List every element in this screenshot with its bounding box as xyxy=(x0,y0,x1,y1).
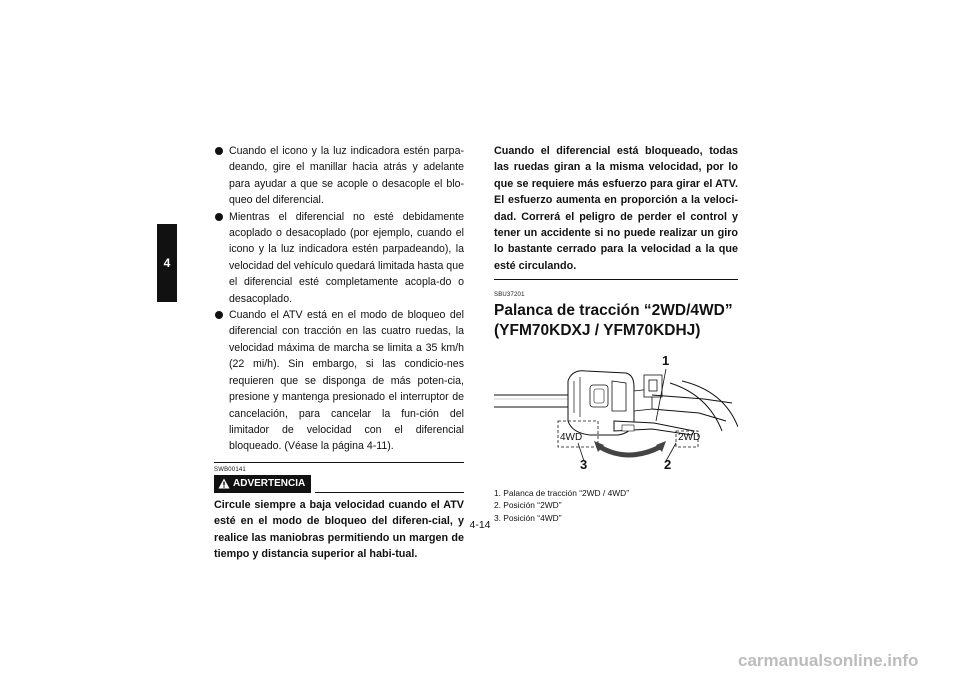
divider xyxy=(214,462,464,463)
callout-2: 2 xyxy=(664,457,672,473)
warning-rule xyxy=(315,492,464,493)
warning-header xyxy=(214,475,464,493)
label-2wd: 2WD xyxy=(678,432,701,444)
callout-1: 1 xyxy=(662,353,670,369)
warning-continued-text: Cuando el diferencial está bloqueado, todas las ruedas giran a la misma velocidad, por lo que se requiere más esfuerzo para girar el ATV. El esfuerzo aumenta en proporción a la veloci-dad. Correrá el peligro de perder el control y tener un accidente si no puede realizar un giro lo bastante cerrado para la velocidad a la que esté circulando. xyxy=(494,145,738,272)
warning-triangle-icon xyxy=(218,478,230,489)
caption-item: 3. Posición “4WD” xyxy=(494,512,562,523)
page-number: 4-14 xyxy=(469,519,491,531)
watermark: carmanualsonline.info xyxy=(738,651,919,670)
caption-item: 2. Posición “2WD” xyxy=(494,500,562,511)
warning-code: SWB00141 xyxy=(214,466,246,473)
warning-label: ADVERTENCIA xyxy=(233,478,306,490)
drive-select-lever-illustration xyxy=(494,351,738,473)
chapter-tab xyxy=(157,224,177,302)
warning-text: Circule siempre a baja velocidad cuando el ATV esté en el modo de bloqueo del diferen-cial, y realice las maniobras permitiendo un margen de tiempo y distancia superior al habi-tual. xyxy=(214,498,464,560)
section-title-line2: (YFM70KDXJ / YFM70KDHJ) xyxy=(494,322,701,340)
chapter-tab-number: 4 xyxy=(163,256,171,270)
section-code: SBU37201 xyxy=(494,292,525,299)
label-4wd: 4WD xyxy=(560,432,583,444)
right-column xyxy=(494,143,738,524)
figure-captions xyxy=(494,487,738,524)
bullet-item: Mientras el diferencial no esté debidamente acoplado o desacoplado (por ejemplo, cuando el icono y la luz indicadora estén parpadeando), la velocidad del vehículo quedará limitada hasta que el diferencial esté completamente acopla-do o desacoplado. xyxy=(214,209,464,307)
warning-badge xyxy=(214,475,311,493)
bullet-item: Cuando el ATV está en el modo de bloqueo del diferencial con tracción en las cuatro ruedas, la velocidad máxima de marcha se limita a 35 km/h (22 mi/h). Sin embargo, si las condicio-nes requieren que se disponga de más poten-cia, presione y mantenga presionado el interruptor de cancelación, para cancelar la fun-ción del limitador de velocidad con el diferencial bloqueado. (Véase la página 4-11). xyxy=(214,307,464,455)
section-title-line1: Palanca de tracción “2WD/4WD” xyxy=(494,302,733,320)
caption-item: 1. Palanca de tracción “2WD / 4WD” xyxy=(494,488,629,499)
callout-3: 3 xyxy=(580,457,588,473)
divider xyxy=(494,279,738,280)
bullet-item: Cuando el icono y la luz indicadora estén parpa-deando, gire el manillar hacia atrás y adelante para ayudar a que se acople o desacople el blo-queo del diferencial. xyxy=(214,143,464,209)
left-column xyxy=(214,143,464,562)
section-title xyxy=(494,301,738,341)
bullet-list xyxy=(214,143,464,455)
handlebar-drawing xyxy=(494,351,738,473)
